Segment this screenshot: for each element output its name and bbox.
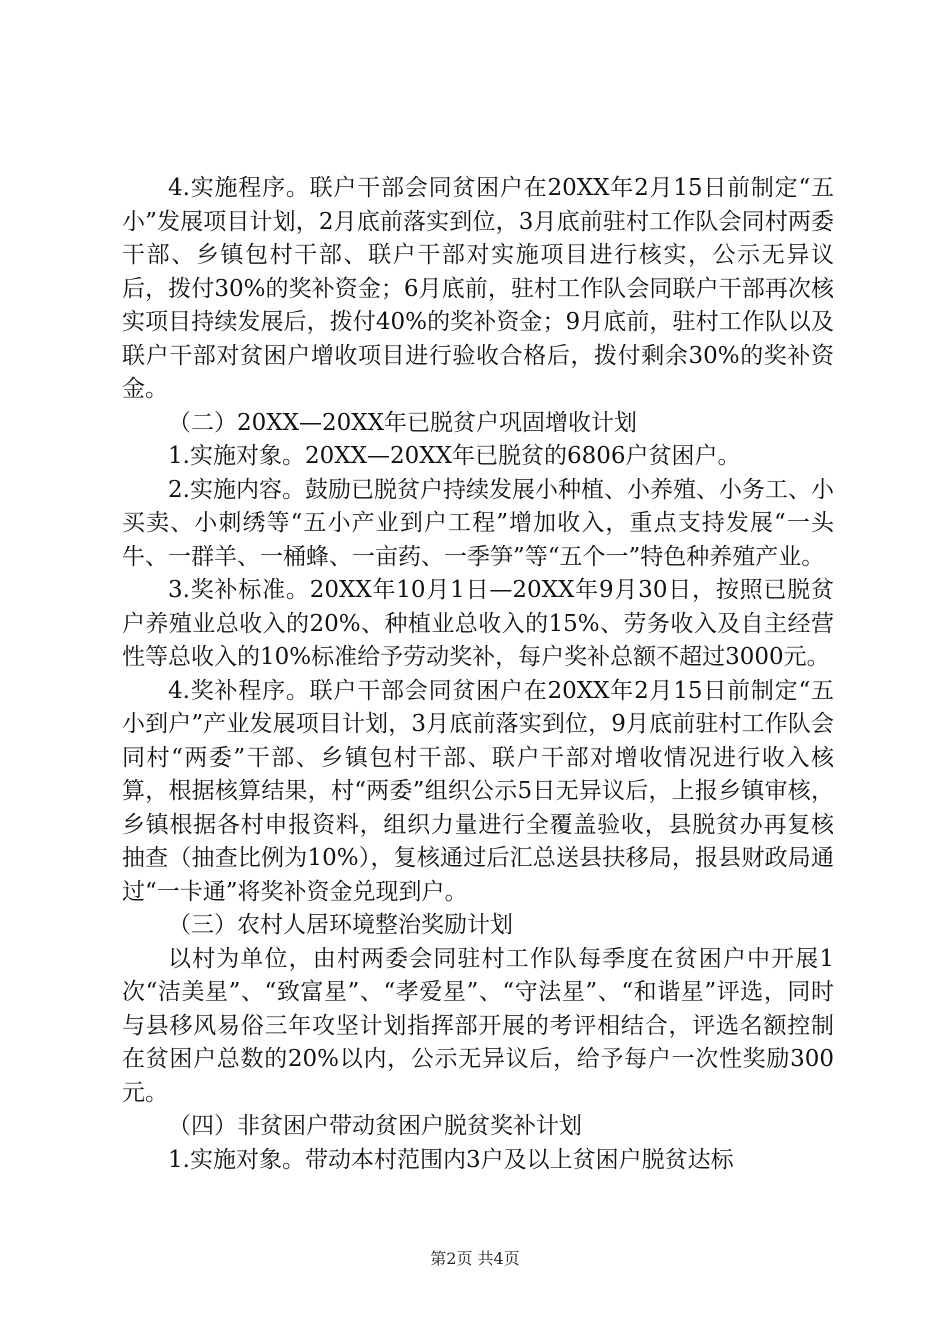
paragraph-star-evaluation: 以村为单位，由村两委会同驻村工作队每季度在贫困户中开展1次“洁美星”、“致富星”、“孝爱星”、“守法星”、“和谐星”评选，同时与县移风易俗三年攻坚计划指挥部开展的考评相结合，评选名额控制在贫困户总数的20%以内，公示无异议后，给予每户一次性奖励300元。 xyxy=(122,945,834,1106)
section-heading-environment-reward: （三）农村人居环境整治奖励计划 xyxy=(168,912,513,938)
document-body xyxy=(122,172,834,1177)
paragraph-implementation-content: 2.实施内容。鼓励已脱贫户持续发展小种植、小养殖、小务工、小买卖、小刺绣等“五小产业到户工程”增加收入，重点支持发展“一头牛、一群羊、一桶蜂、一亩药、一季笋”等“五个一”特色种养殖产业。 xyxy=(122,476,834,570)
paragraph-implementation-procedure: 4.实施程序。联户干部会同贫困户在20XX年2月15日前制定“五小”发展项目计划，2月底前落实到位，3月底前驻村工作队会同村两委干部、乡镇包村干部、联户干部对实施项目进行核实，公示无异议后，拨付30%的奖补资金；6月底前，驻村工作队会同联户干部再次核实项目持续发展后，拨付40%的奖补资金；9月底前，驻村工作队以及联户干部对贫困户增收项目进行验收合格后，拨付剩余30%的奖补资金。 xyxy=(122,175,834,402)
paragraph-subsidy-standard: 3.奖补标准。20XX年10月1日—20XX年9月30日，按照已脱贫户养殖业总收入的20%、种植业总收入的15%、劳务收入及自主经营性等总收入的10%标准给予劳动奖补，每户奖补总额不超过3000元。 xyxy=(122,577,834,670)
paragraph-non-poor-target: 1.实施对象。带动本村范围内3户及以上贫困户脱贫达标 xyxy=(168,1146,734,1173)
section-heading-non-poor-household-reward: （四）非贫困户带动贫困户脱贫奖补计划 xyxy=(168,1113,582,1139)
paragraph-subsidy-procedure: 4.奖补程序。联户干部会同贫困户在20XX年2月15日前制定“五小到户”产业发展项目计划，3月底前落实到位，9月底前驻村工作队会同村“两委”干部、乡镇包村干部、联户干部对增收情况进行收入核算，根据核算结果，村“两委”组织公示5日无异议后，上报乡镇审核，乡镇根据各村申报资料，组织力量进行全覆盖验收，县脱贫办再复核抽查（抽查比例为10%），复核通过后汇总送县扶移局，报县财政局通过“一卡通”将奖补资金兑现到户。 xyxy=(122,677,834,905)
paragraph-target-households: 1.实施对象。20XX—20XX年已脱贫的6806户贫困户。 xyxy=(168,443,741,469)
section-heading-consolidation-plan: （二）20XX—20XX年已脱贫户巩固增收计划 xyxy=(168,409,638,436)
page-number-footer: 第2页 共4页 xyxy=(430,1249,520,1268)
